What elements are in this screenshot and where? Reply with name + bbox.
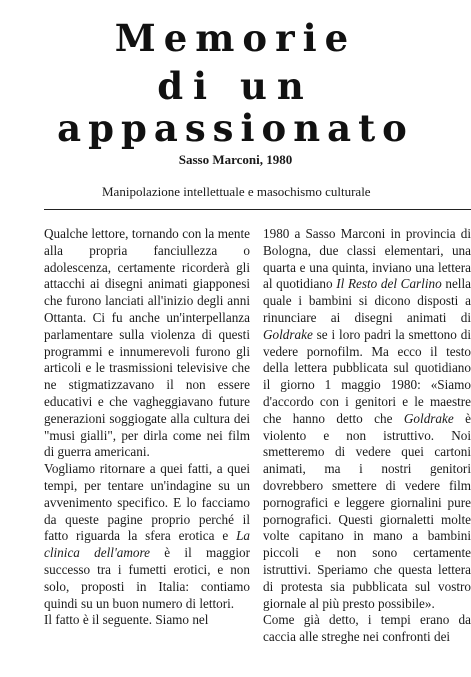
right-paragraph-1-text-c: se i loro padri la smettono di vedere pornofilm. Ma ecco il testo della lettera pubblicata sul quotidiano il giorno 1 maggio 1980: «Siamo d'accordo con i genitori e le maestre che hanno detto che [263, 326, 471, 426]
article-subtitle: Manipolazione intellettuale e masochismo culturale [102, 184, 371, 199]
title-line-2: di un [157, 64, 314, 108]
left-paragraph-2 [44, 461, 250, 612]
right-paragraph-1-text-b: nella quale i bambini si dicono disposti a rinunciare ai disegni animati di [263, 276, 471, 325]
divider-rule [44, 209, 471, 210]
place-date: Sasso Marconi, 1980 [178, 152, 293, 167]
right-paragraph-1-text-d: è violento e non istruttivo. Noi smetteremo di vedere quei cartoni animati, ma i nostri genitori dovrebbero smettere di vedere film pornografici e leggere giornalini pure pornografici. Questi giornaletti molte volte capitano in mano a bambini piccoli e non sono certamente istruttivi. Speriamo che questa lettera di protesta sia pubblicata sul vostro giornale al più presto possibile». [263, 410, 471, 611]
left-paragraph-3: Il fatto è il seguente. Siamo nel [44, 612, 209, 628]
right-column [263, 226, 471, 646]
comic-title-italic: La clinica dell'amore [44, 528, 250, 561]
cartoon-title-italic-2: Goldrake [403, 410, 454, 426]
left-paragraph-2-text-a: Vogliamo ritornare a quei fatti, a quei tempi, per tentare un'indagine su un avvenimento specifico. E lo facciamo da queste pagine proprio perché il fatto riguarda la sfera erotica e [44, 461, 250, 544]
left-paragraph-2-text-b: è il maggior successo tra i fumetti erotici, e non solo, proposti in Italia: contiamo quindi su un buon numero di lettori. [44, 545, 250, 611]
right-paragraph-2: Come già detto, i tempi erano da caccia alle streghe nei confronti dei [263, 612, 471, 645]
right-paragraph-1 [263, 226, 471, 612]
left-paragraph-1: Qualche lettore, tornando con la mente alla propria fanciullezza o adolescenza, certamente ricorderà gli attacchi ai disegni animati giapponesi che furono lanciati all'inizio degli anni Ottanta. Ci fu anche un'interpellanza parlamentare sulla violenza di questi programmi e innumerevoli furono gli articoli e le trasmissioni televisive che ne stigmatizzavano il non essere educativi e che vagheggiavano future generazioni soggiogate alla cultura dei "musi gialli", per dirla come nei film di guerra americani. [44, 226, 250, 460]
title-line-3: appassionato [57, 106, 414, 150]
left-column [44, 226, 250, 629]
right-paragraph-1-text-a: 1980 a Sasso Marconi in provincia di Bologna, due classi elementari, una quarta e una quinta, inviano una lettera al quotidiano [263, 226, 471, 292]
title-line-1: Memorie [114, 16, 357, 60]
cartoon-title-italic-1: Goldrake [263, 326, 313, 342]
newspaper-title-italic: Il Resto del Carlino [336, 276, 442, 292]
